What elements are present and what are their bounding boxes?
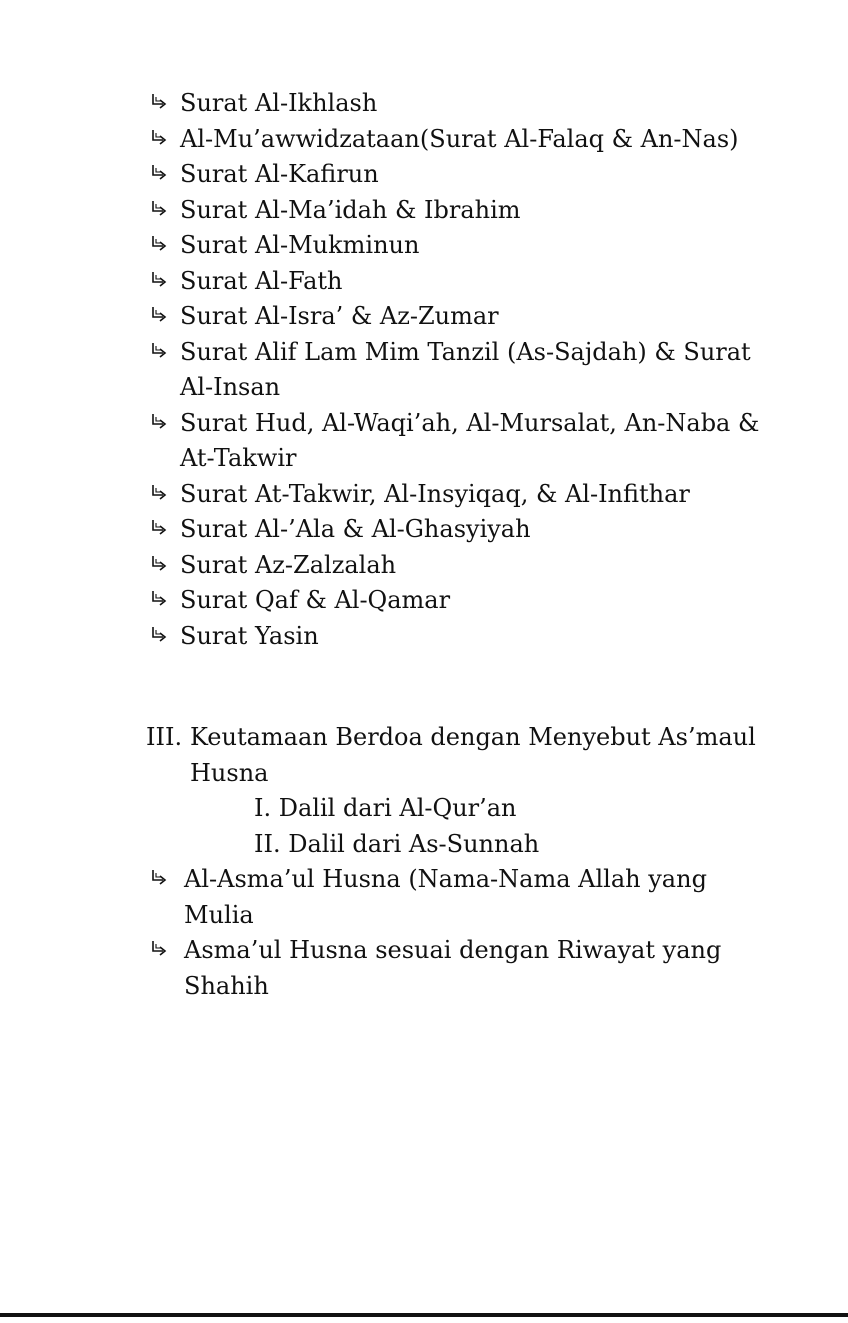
sub-item: II. Dalil dari As-Sunnah [254,829,540,858]
list-item [146,862,766,933]
list-item [146,933,766,1004]
list-item-text: Surat Al-Mukminun [180,231,420,259]
list-item [146,548,766,584]
hooked-arrow-icon [148,163,170,185]
sub-item: I. Dalil dari Al-Qur’an [254,794,517,822]
list-item [146,335,766,406]
section-list [146,862,766,1004]
hooked-arrow-icon [148,92,170,114]
list-item [146,157,766,193]
list-item-text: Al-Asma’ul Husna (Nama-Nama Allah yang Mulia [184,865,707,929]
hooked-arrow-icon [148,939,170,961]
list-item-text: Surat Al-Kafirun [180,160,379,188]
section-heading [146,720,766,791]
list-item [146,299,766,335]
list-item [146,619,766,655]
hooked-arrow-icon [148,305,170,327]
hooked-arrow-icon [148,518,170,540]
list-item [146,512,766,548]
section-title: Keutamaan Berdoa dengan Menyebut As’maul Husna [190,723,756,787]
list-item-text: Surat At-Takwir, Al-Insyiqaq, & Al-Infithar [180,479,690,508]
hooked-arrow-icon [148,412,170,434]
hooked-arrow-icon [148,234,170,256]
list-item-text: Surat Al-Ma’idah & Ibrahim [180,195,521,224]
list-item-text: Surat Az-Zalzalah [180,550,397,579]
list-item [146,228,766,264]
hooked-arrow-icon [148,589,170,611]
hooked-arrow-icon [148,128,170,150]
hooked-arrow-icon [148,868,170,890]
hooked-arrow-icon [148,199,170,221]
section-number: III. [146,723,183,751]
bottom-rule [0,1313,848,1317]
list-item-text: Surat Yasin [180,621,319,650]
list-item-text: Al-Mu’awwidzataan(Surat Al-Falaq & An-Nas) [180,124,739,153]
list-item-text: Surat Al-Ikhlash [180,89,378,117]
list-item-text: Surat Al-’Ala & Al-Ghasyiyah [180,515,531,543]
hooked-arrow-icon [148,341,170,363]
list-item [146,406,766,477]
list-item-text: Asma’ul Husna sesuai dengan Riwayat yang Shahih [184,936,722,1000]
hooked-arrow-icon [148,554,170,576]
list-item [146,583,766,619]
list-item-text: Surat Alif Lam Mim Tanzil (As-Sajdah) & Surat Al-Insan [180,337,751,401]
list-item [146,264,766,300]
list-item [146,477,766,513]
list-item-text: Surat Hud, Al-Waqi’ah, Al-Mursalat, An-Naba & At-Takwir [180,408,760,472]
list-item [146,122,766,158]
list-item [146,86,766,122]
list-item-text: Surat Al-Isra’ & Az-Zumar [180,302,499,330]
list-item [146,193,766,229]
list-item-text: Surat Al-Fath [180,266,343,295]
section-three [146,720,766,1004]
surah-list [146,86,766,654]
hooked-arrow-icon [148,483,170,505]
hooked-arrow-icon [148,270,170,292]
hooked-arrow-icon [148,625,170,647]
list-item-text: Surat Qaf & Al-Qamar [180,586,451,614]
